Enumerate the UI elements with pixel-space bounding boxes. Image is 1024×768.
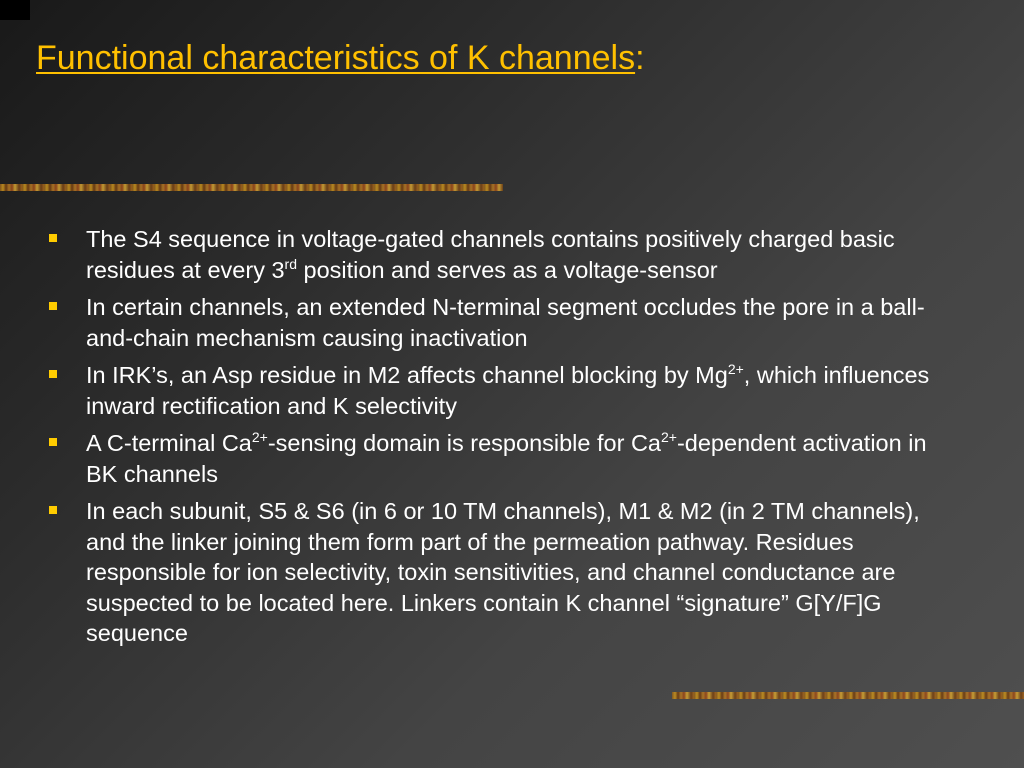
bullet-text: A C-terminal Ca	[86, 430, 252, 456]
slide-title	[36, 36, 645, 80]
superscript: 2+	[727, 361, 744, 377]
square-bullet-icon	[49, 370, 57, 378]
bullet-text: The S4 sequence in voltage-gated channels contains positively charged basic residues at every 3	[86, 226, 895, 283]
bullet-item	[46, 224, 941, 285]
bullet-text: -dependent activation in BK channels	[86, 430, 927, 487]
decorative-texture-bar-top	[0, 184, 503, 191]
superscript: 2+	[251, 429, 268, 445]
square-bullet-icon	[49, 438, 57, 446]
square-bullet-icon	[49, 302, 57, 310]
square-bullet-icon	[49, 506, 57, 514]
bullet-item	[46, 292, 941, 353]
decorative-texture-bar-bottom	[672, 692, 1024, 699]
bullet-text: position and serves as a voltage-sensor	[297, 256, 718, 283]
square-bullet-icon	[49, 234, 57, 242]
bullet-item	[46, 360, 941, 421]
bullet-item	[46, 496, 941, 649]
bullet-text: , which influences inward rectification and K selectivity	[86, 362, 930, 419]
superscript: rd	[284, 255, 297, 272]
bullet-list	[46, 224, 941, 656]
bullet-text: In each subunit, S5 & S6 (in 6 or 10 TM channels), M1 & M2 (in 2 TM channels), and the linker joining them form part of the permeation pathway. Residues responsible for ion selectivity, toxin sensitivities, and channel conductance are suspected to be located here. Linkers contain K channel “signature” G[Y/F]G sequence	[86, 498, 920, 646]
bullet-text: In IRK’s, an Asp residue in M2 affects channel blocking by Mg	[86, 362, 728, 388]
bullet-text: -sensing domain is responsible for Ca	[267, 430, 661, 456]
bullet-item	[46, 428, 941, 489]
slide-title-colon: :	[635, 39, 645, 77]
bullet-text: In certain channels, an extended N-terminal segment occludes the pore in a ball-and-chain mechanism causing inactivation	[86, 294, 925, 351]
slide-title-text: Functional characteristics of K channels	[36, 39, 636, 77]
superscript: 2+	[661, 429, 677, 445]
corner-mark	[0, 0, 30, 20]
